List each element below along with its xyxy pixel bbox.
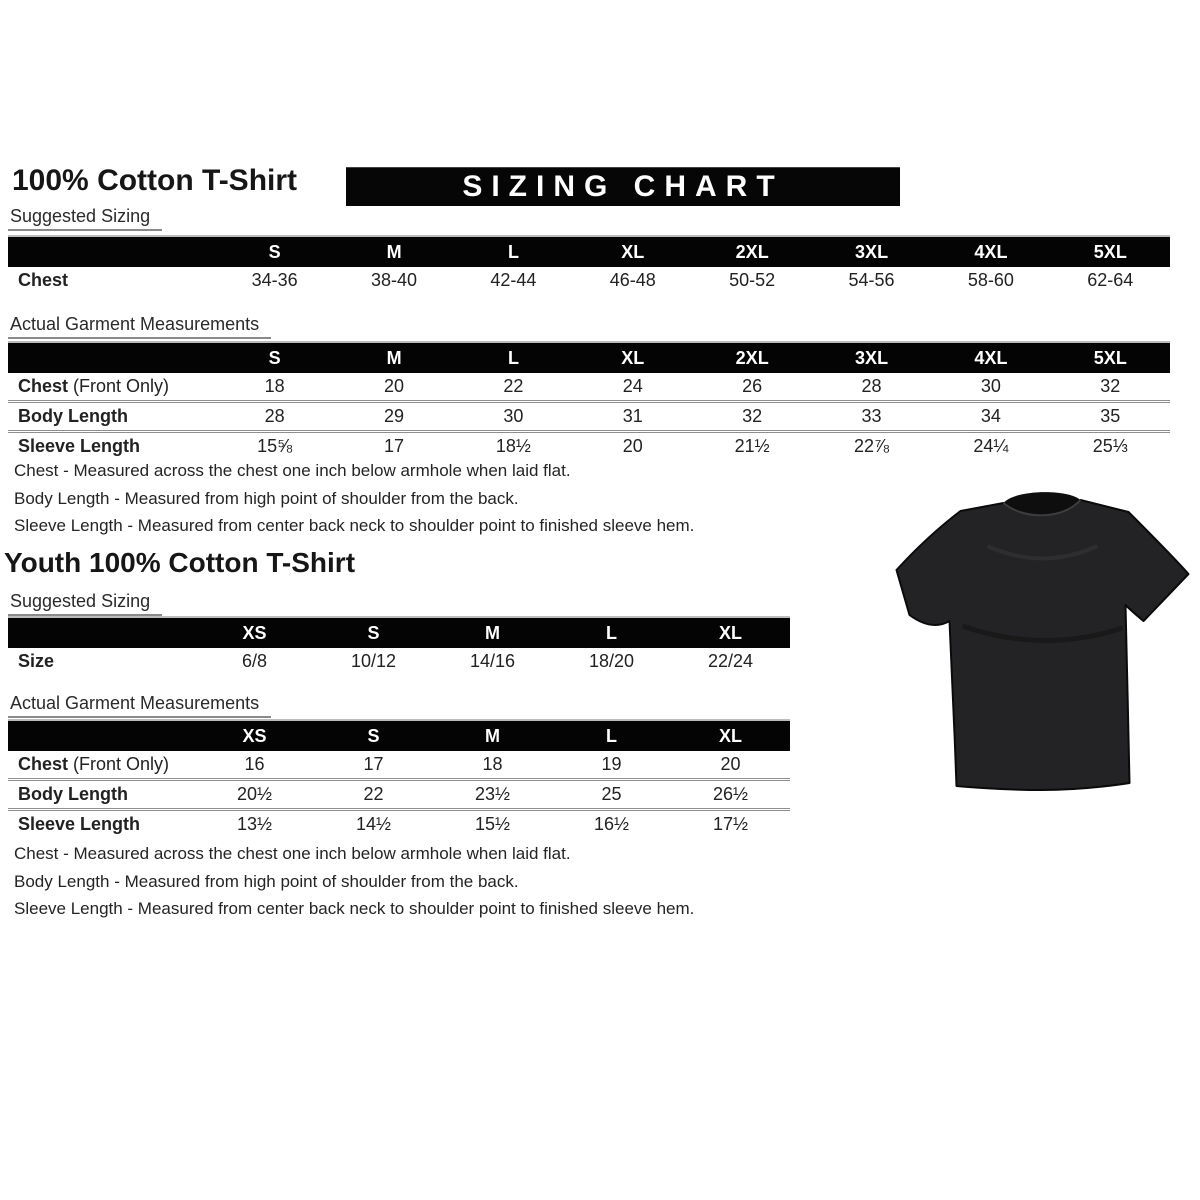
table-row: [8, 808, 790, 838]
row-label-text: Chest: [18, 270, 69, 290]
cell-value: 22⅞: [854, 436, 890, 456]
size-column-header: XL: [621, 241, 645, 262]
table-header-row: [8, 719, 790, 751]
row-label-text: Body Length: [18, 406, 128, 426]
cell-value: 15½: [474, 814, 511, 834]
table-header-row: [8, 616, 790, 648]
size-column-header: 2XL: [735, 241, 769, 262]
youth-actual-measurements-label: [8, 693, 271, 714]
cell-value: 17: [363, 754, 384, 774]
row-label-text: Sleeve Length: [18, 436, 141, 456]
size-column-header: XS: [242, 622, 267, 643]
cell-value: 38-40: [371, 270, 418, 290]
youth-actual-measurements-table: [8, 719, 790, 838]
size-column-header: L: [606, 725, 617, 746]
row-label: [8, 406, 215, 427]
note-line: Chest - Measured across the chest one inch below armhole when laid flat.: [14, 461, 571, 480]
size-column-header: 4XL: [974, 347, 1008, 368]
size-column-header: 2XL: [735, 347, 769, 368]
cell-value: 18/20: [588, 651, 635, 671]
adult-suggested-sizing-table: [8, 235, 1170, 294]
size-column-header: S: [367, 622, 380, 643]
cell-value: 28: [264, 406, 285, 426]
cell-value: 31: [622, 406, 643, 426]
cell-value: 18½: [495, 436, 531, 456]
youth-measurement-notes: [14, 840, 694, 923]
cell-value: 42-44: [490, 270, 537, 290]
size-column-header: 3XL: [855, 241, 889, 262]
cell-value: 26½: [712, 784, 749, 804]
row-label-text: Sleeve Length: [18, 814, 141, 834]
note-line: Chest - Measured across the chest one inch below armhole when laid flat.: [14, 844, 571, 863]
note-line: Body Length - Measured from high point of shoulder from the back.: [14, 871, 519, 891]
size-column-header: S: [268, 241, 281, 262]
tshirt-body: [897, 500, 1189, 790]
cell-value: 21½: [734, 436, 770, 456]
size-column-header: M: [386, 241, 402, 262]
size-column-header: M: [485, 725, 500, 746]
row-label-suffix: (Front Only): [68, 376, 170, 396]
youth-suggested-sizing-table: [8, 616, 790, 675]
size-column-header: L: [507, 241, 519, 262]
cell-value: 30: [980, 376, 1001, 396]
cell-value: 32: [1100, 376, 1121, 396]
cell-value: 22: [363, 784, 384, 804]
size-column-header: 4XL: [974, 241, 1008, 262]
cell-value: 14/16: [469, 651, 516, 671]
size-column-header: XL: [718, 622, 742, 643]
size-column-header: M: [386, 347, 402, 368]
note-line: Sleeve Length - Measured from center back neck to shoulder point to finished sleeve hem.: [14, 899, 695, 918]
size-column-header: XL: [718, 725, 742, 746]
row-label: [8, 651, 195, 672]
cell-value: 20: [622, 436, 643, 456]
cell-value: 6/8: [241, 651, 268, 671]
cell-value: 28: [861, 376, 882, 396]
cell-value: 58-60: [967, 270, 1014, 290]
adult-actual-measurements-table: [8, 341, 1170, 460]
cell-value: 34-36: [251, 270, 298, 290]
size-column-header: S: [367, 725, 380, 746]
cell-value: 30: [503, 406, 524, 426]
table-row: [8, 267, 1170, 294]
cell-value: 46-48: [609, 270, 656, 290]
row-label-suffix: (Front Only): [68, 754, 170, 774]
size-column-header: L: [507, 347, 519, 368]
row-label: [8, 814, 195, 835]
cell-value: 17: [384, 436, 405, 456]
table-row: [8, 373, 1170, 400]
table-row: [8, 400, 1170, 430]
sizing-chart-banner: SIZING CHART: [346, 167, 900, 206]
table-row: [8, 751, 790, 778]
youth-section-title: Youth 100% Cotton T-Shirt: [4, 547, 356, 578]
size-column-header: 3XL: [855, 347, 889, 368]
size-column-header: 5XL: [1093, 241, 1127, 262]
table-header-row: [8, 235, 1170, 267]
row-label-text: Chest: [18, 376, 69, 396]
youth-suggested-sizing-label: [8, 591, 162, 612]
table-header-row: [8, 341, 1170, 373]
cell-value: 54-56: [848, 270, 895, 290]
table-row: [8, 778, 790, 808]
cell-value: 16: [244, 754, 265, 774]
cell-value: 22/24: [707, 651, 754, 671]
adult-suggested-sizing-label: [8, 206, 162, 227]
adult-actual-measurements-label: [8, 314, 271, 335]
cell-value: 19: [601, 754, 622, 774]
row-label: [8, 754, 195, 775]
size-column-header: M: [485, 622, 500, 643]
cell-value: 62-64: [1087, 270, 1134, 290]
section-label: Actual Garment Measurements: [8, 693, 271, 718]
cell-value: 24¼: [973, 436, 1009, 456]
adult-measurement-notes: [14, 457, 694, 540]
row-label-text: Chest: [18, 754, 69, 774]
cell-value: 32: [742, 406, 763, 426]
cell-value: 16½: [593, 814, 630, 834]
tshirt-image: [890, 486, 1195, 808]
row-label-text: Body Length: [18, 784, 128, 804]
size-column-header: S: [268, 347, 281, 368]
row-label: [8, 436, 215, 457]
table-row: [8, 430, 1170, 460]
table-row: [8, 648, 790, 675]
row-label: [8, 270, 215, 291]
cell-value: 25: [601, 784, 622, 804]
note-line: Body Length - Measured from high point of shoulder from the back.: [14, 488, 519, 508]
cell-value: 23½: [474, 784, 511, 804]
note-line: Sleeve Length - Measured from center back neck to shoulder point to finished sleeve hem.: [14, 516, 695, 535]
cell-value: 18: [264, 376, 285, 396]
cell-value: 25⅓: [1092, 436, 1128, 456]
cell-value: 35: [1100, 406, 1121, 426]
tshirt-graphic: [890, 486, 1195, 808]
size-column-header: 5XL: [1093, 347, 1127, 368]
cell-value: 20: [720, 754, 741, 774]
cell-value: 34: [980, 406, 1001, 426]
cell-value: 10/12: [350, 651, 397, 671]
section-label: Actual Garment Measurements: [8, 314, 271, 339]
cell-value: 18: [482, 754, 503, 774]
cell-value: 15⅝: [257, 436, 293, 456]
cell-value: 50-52: [729, 270, 776, 290]
cell-value: 33: [861, 406, 882, 426]
cell-value: 14½: [355, 814, 392, 834]
cell-value: 22: [503, 376, 524, 396]
size-column-header: XS: [242, 725, 267, 746]
page-title: 100% Cotton T-Shirt: [12, 164, 298, 197]
size-column-header: L: [606, 622, 617, 643]
cell-value: 29: [384, 406, 405, 426]
size-column-header: XL: [621, 347, 645, 368]
row-label-text: Size: [18, 651, 55, 671]
cell-value: 24: [622, 376, 643, 396]
section-label: Suggested Sizing: [8, 206, 162, 231]
cell-value: 20½: [236, 784, 273, 804]
cell-value: 17½: [712, 814, 749, 834]
cell-value: 20: [384, 376, 405, 396]
row-label: [8, 784, 195, 805]
cell-value: 26: [742, 376, 763, 396]
cell-value: 13½: [236, 814, 273, 834]
row-label: [8, 376, 215, 397]
section-label: Suggested Sizing: [8, 591, 162, 616]
